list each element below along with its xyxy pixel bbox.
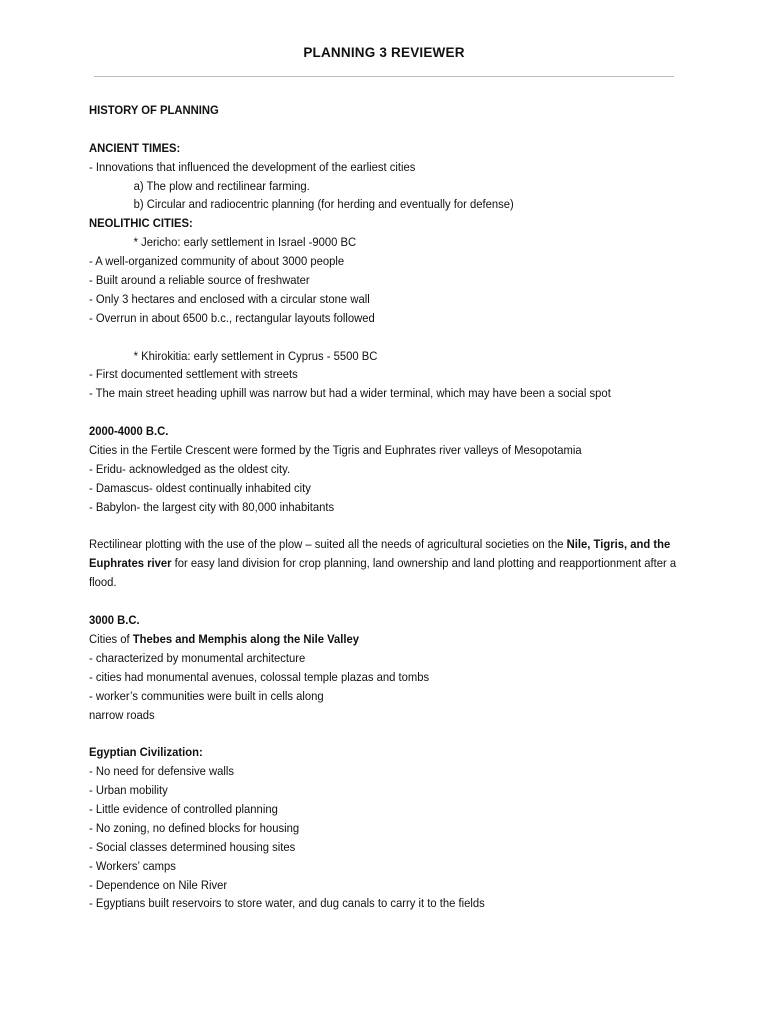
- bc3000-intro-prefix: Cities of: [89, 631, 133, 646]
- list-item: - Overrun in about 6500 b.c., rectangular layouts followed: [89, 310, 375, 325]
- spacer: [89, 517, 647, 536]
- khirokitia-line: * Khirokitia: early settlement in Cyprus - 5500 BC: [133, 348, 378, 363]
- bc3000-heading: 3000 B.C.: [89, 613, 140, 628]
- spacer: [89, 724, 647, 743]
- list-item: - worker’s communities were built in cells along: [89, 688, 324, 703]
- ancient-item-a: a) The plow and rectilinear farming.: [133, 178, 310, 193]
- bc3000-intro-bold: Thebes and Memphis along the Nile Valley: [132, 631, 360, 646]
- spacer: [89, 592, 647, 611]
- history-heading: HISTORY OF PLANNING: [89, 103, 219, 117]
- list-item: - Dependence on Nile River: [89, 877, 228, 892]
- list-item: - cities had monumental avenues, colossal temple plazas and tombs: [89, 669, 430, 684]
- ancient-item-b: b) Circular and radiocentric planning (for herding and eventually for defense): [133, 197, 514, 212]
- list-item: - Egyptians built reservoirs to store water, and dug canals to carry it to the fields: [89, 896, 485, 911]
- bc3000-intro: [89, 630, 647, 649]
- bc2000-heading: 2000-4000 B.C.: [89, 424, 169, 439]
- spacer: [89, 403, 647, 422]
- list-item: - Built around a reliable source of freshwater: [89, 273, 310, 288]
- list-item: - Workers’ camps: [89, 858, 176, 873]
- list-item: - Damascus- oldest continually inhabited city: [89, 480, 311, 495]
- rectilinear-rivers: Nile, Tigris, and the Euphrates river: [89, 537, 671, 571]
- bc2000-intro: Cities in the Fertile Crescent were formed by the Tigris and Euphrates river valleys of Mesopotamia: [89, 443, 582, 458]
- list-item: - Urban mobility: [89, 783, 168, 798]
- list-item: - Eridu- acknowledged as the oldest city.: [89, 461, 291, 476]
- spacer: [89, 328, 647, 347]
- list-item: - First documented settlement with streets: [89, 367, 298, 382]
- list-item: - characterized by monumental architecture: [89, 650, 306, 665]
- ancient-line: - Innovations that influenced the development of the earliest cities: [89, 159, 416, 174]
- title-divider: [94, 76, 674, 77]
- rectilinear-text-before: Rectilinear plotting with the use of the plow – suited all the needs of agricultural societies on the: [89, 537, 567, 552]
- list-item: - A well-organized community of about 3000 people: [89, 254, 345, 269]
- list-item: - Social classes determined housing sites: [89, 839, 296, 854]
- rectilinear-paragraph: [89, 535, 689, 592]
- rectilinear-text-after: for easy land division for crop planning, land ownership and land plotting and reapportionment after a flood.: [89, 556, 677, 590]
- list-item: - Only 3 hectares and enclosed with a circular stone wall: [89, 291, 370, 306]
- list-item: - The main street heading uphill was narrow but had a wider terminal, which may have been a social spot: [89, 386, 611, 401]
- list-item: - Babylon- the largest city with 80,000 inhabitants: [89, 499, 335, 514]
- neolithic-heading: NEOLITHIC CITIES:: [89, 216, 193, 231]
- egyptian-heading: Egyptian Civilization:: [89, 745, 203, 760]
- list-item: narrow roads: [89, 707, 155, 722]
- document-title: PLANNING 3 REVIEWER: [303, 45, 465, 60]
- list-item: - Little evidence of controlled planning: [89, 802, 278, 816]
- ancient-times-heading: ANCIENT TIMES:: [89, 140, 181, 155]
- document-body: [89, 101, 677, 913]
- jericho-line: * Jericho: early settlement in Israel -9000 BC: [133, 235, 357, 250]
- spacer: [89, 120, 647, 139]
- list-item: - No zoning, no defined blocks for housing: [89, 820, 300, 835]
- list-item: - No need for defensive walls: [89, 764, 235, 779]
